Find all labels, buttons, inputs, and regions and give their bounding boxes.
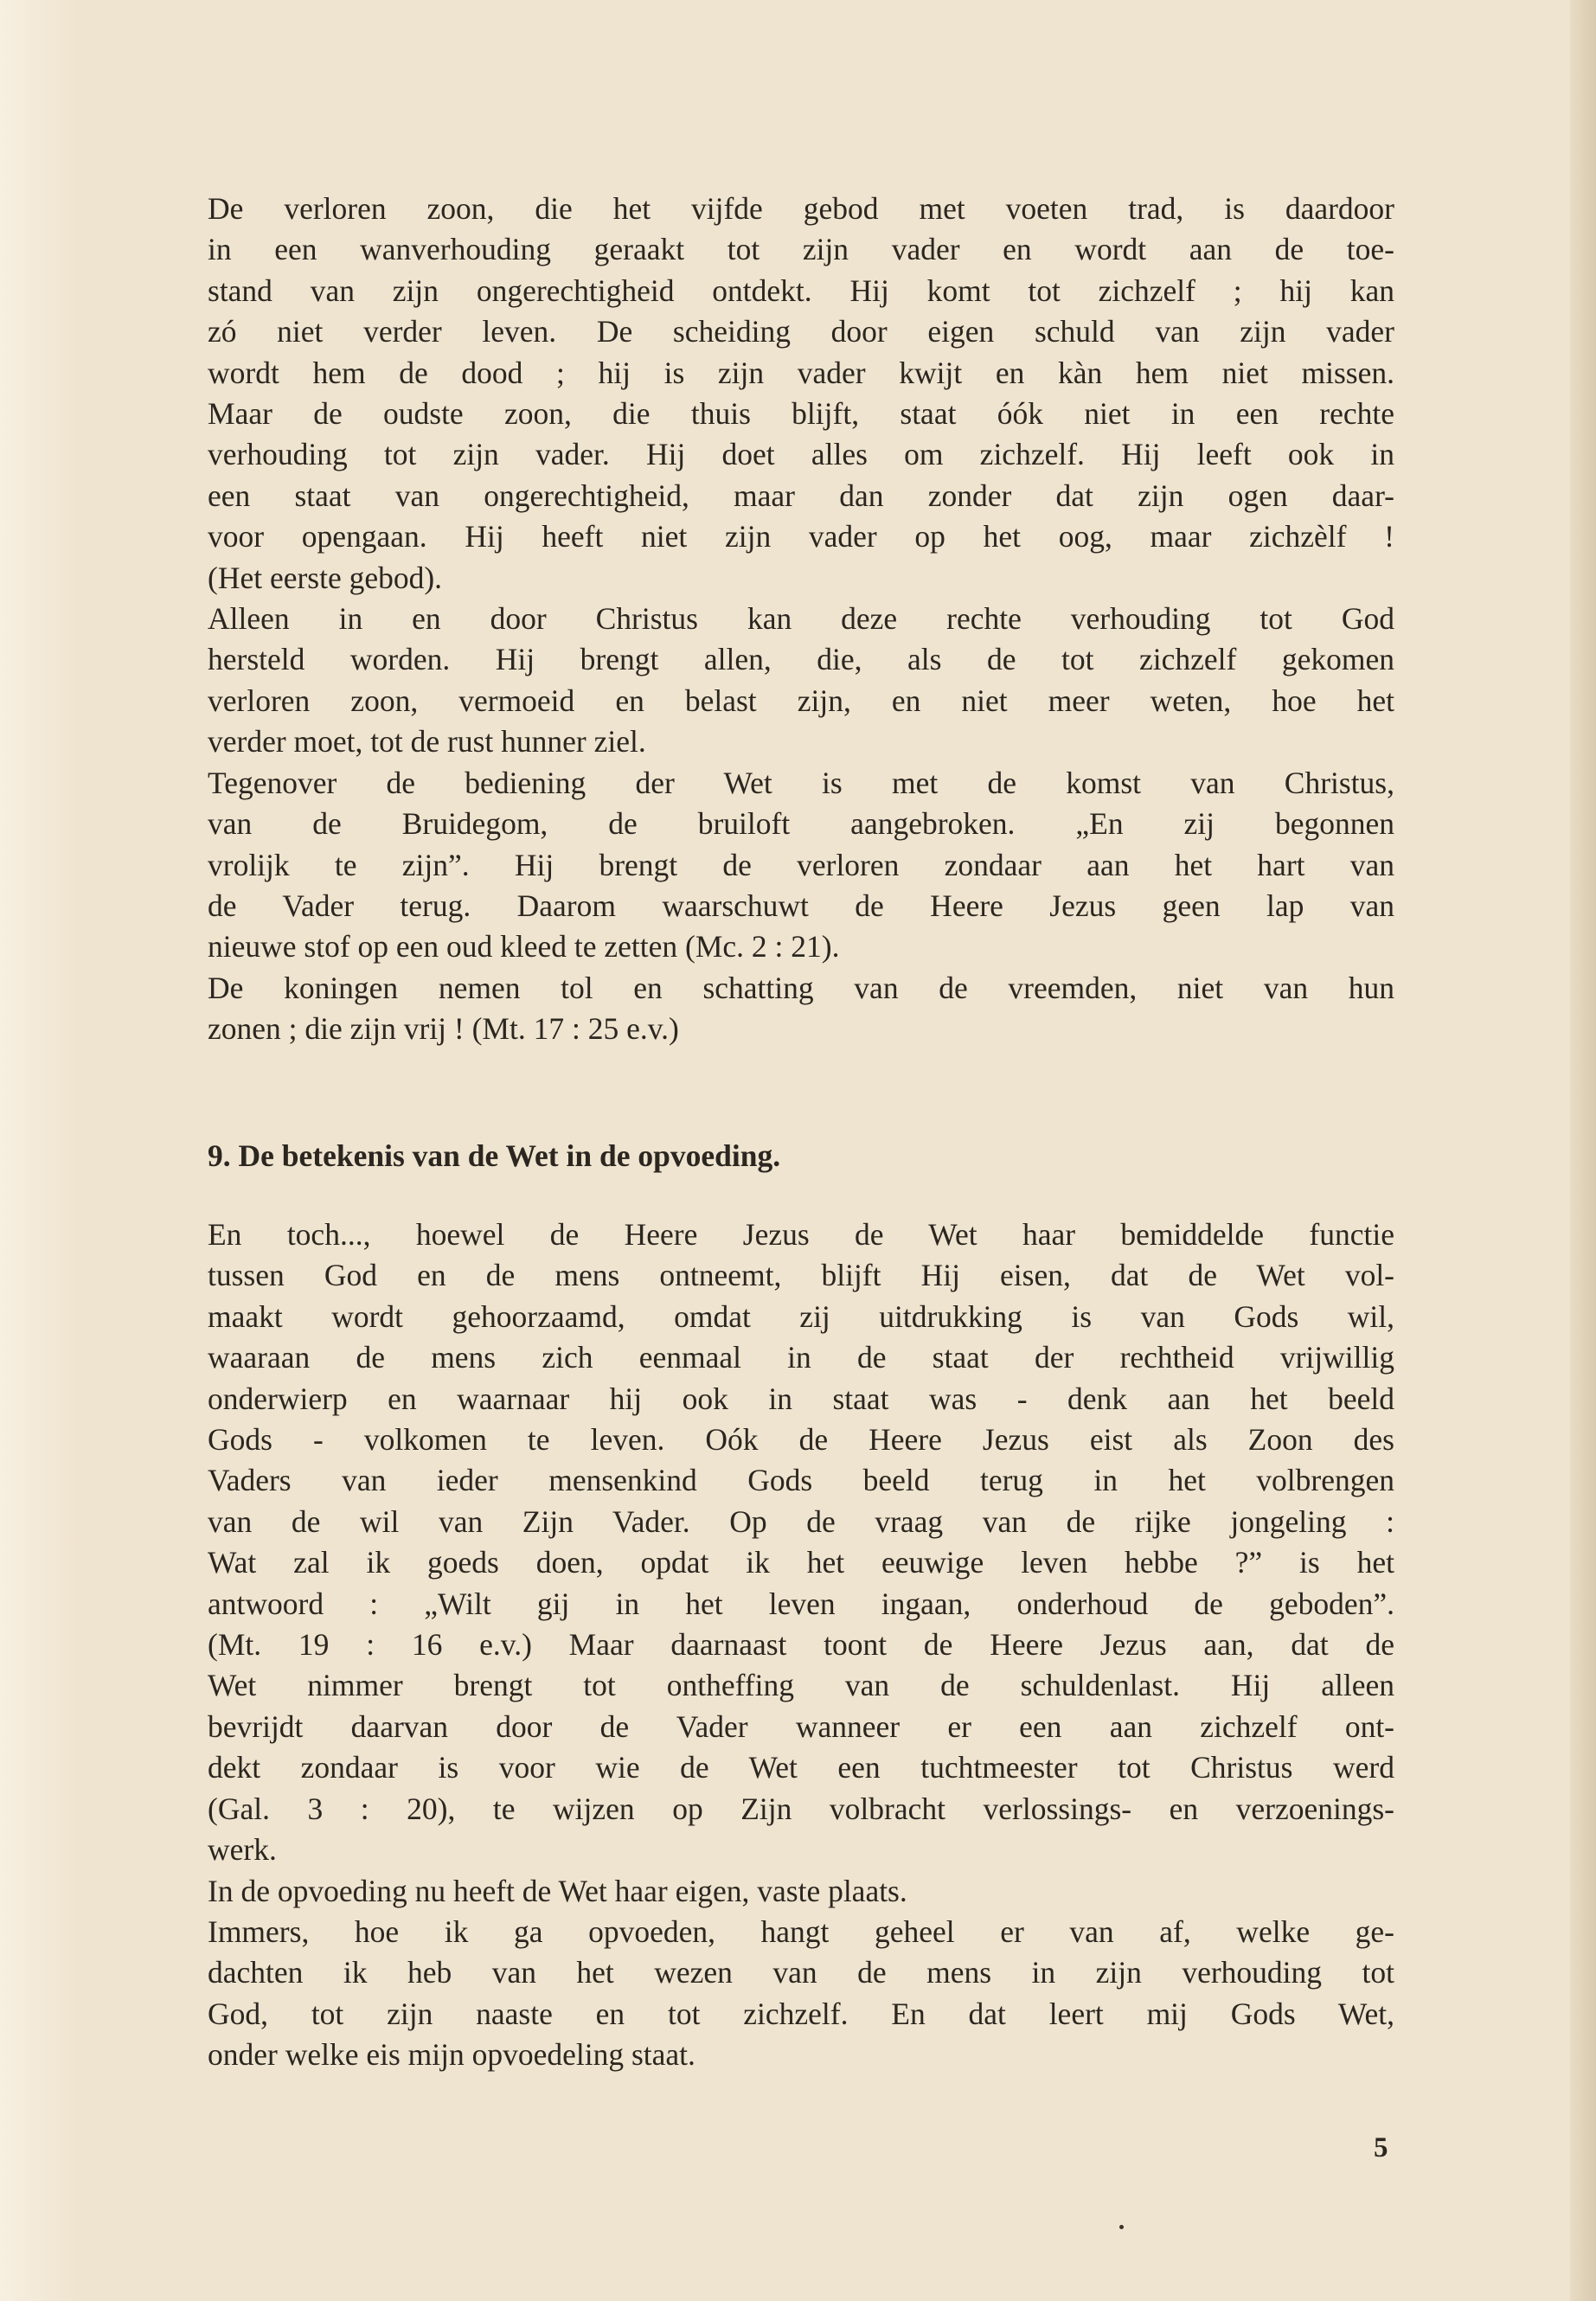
text-line: nieuwe stof op een oud kleed te zetten (Mc. 2 : 21).	[208, 929, 840, 965]
text-line: voor opengaan. Hij heeft niet zijn vader op het oog, maar zichzèlf !	[208, 519, 1394, 554]
paragraph	[208, 763, 1394, 968]
text-line: bevrijdt daarvan door de Vader wanneer er een aan zichzelf ont-	[208, 1708, 1394, 1744]
text-line: waaraan de mens zich eenmaal in de staat der rechtheid vrijwillig	[208, 1340, 1394, 1375]
text-line: in een wanverhouding geraakt tot zijn vader en wordt aan de toe-	[208, 232, 1394, 267]
body-text-section-2	[208, 1215, 1394, 2076]
text-line: wordt hem de dood ; hij is zijn vader kwijt en kàn hem niet missen.	[208, 355, 1394, 390]
text-line: van de wil van Zijn Vader. Op de vraag van de rijke jongeling :	[208, 1503, 1394, 1539]
text-line: Wat zal ik goeds doen, opdat ik het eeuwige leven hebbe ?” is het	[208, 1545, 1394, 1580]
text-line: stand van zijn ongerechtigheid ontdekt. Hij komt tot zichzelf ; hij kan	[208, 272, 1394, 308]
text-line: zó niet verder leven. De scheiding door eigen schuld van zijn vader	[208, 314, 1394, 349]
paragraph	[208, 1215, 1394, 1871]
text-line: vrolijk te zijn”. Hij brengt de verloren zondaar aan het hart van	[208, 847, 1394, 882]
text-line: werk.	[208, 1832, 277, 1868]
paragraph	[208, 189, 1394, 599]
page-right-edge-shadow	[1570, 0, 1596, 2301]
text-line: verhouding tot zijn vader. Hij doet alles om zichzelf. Hij leeft ook in	[208, 437, 1394, 472]
text-line: tussen God en de mens ontneemt, blijft Hij eisen, dat de Wet vol-	[208, 1258, 1394, 1293]
text-line: verder moet, tot de rust hunner ziel.	[208, 724, 646, 760]
text-line: Tegenover de bediening der Wet is met de komst van Christus,	[208, 765, 1394, 800]
text-line: maakt wordt gehoorzaamd, omdat zij uitdrukking is van Gods wil,	[208, 1298, 1394, 1334]
text-line: onderwierp en waarnaar hij ook in staat was - denk aan het beeld	[208, 1381, 1394, 1416]
text-line: (Gal. 3 : 20), te wijzen op Zijn volbracht verlossings- en verzoenings-	[208, 1791, 1394, 1826]
text-line: onder welke eis mijn opvoedeling staat.	[208, 2037, 695, 2073]
text-line: De koningen nemen tol en schatting van de vreemden, niet van hun	[208, 970, 1394, 1005]
body-text-section-1	[208, 189, 1394, 1050]
page-number: 5	[1374, 2132, 1388, 2163]
paragraph	[208, 1871, 1394, 1912]
text-line: Immers, hoe ik ga opvoeden, hangt geheel er van af, welke ge-	[208, 1913, 1394, 1949]
section-heading: 9. De betekenis van de Wet in de opvoeding.	[208, 1138, 781, 1173]
text-line: een staat van ongerechtigheid, maar dan zonder dat zijn ogen daar-	[208, 478, 1394, 513]
text-line: Wet nimmer brengt tot ontheffing van de schuldenlast. Hij alleen	[208, 1668, 1394, 1703]
text-line: verloren zoon, vermoeid en belast zijn, en niet meer weten, hoe het	[208, 683, 1394, 718]
text-line: Vaders van ieder mensenkind Gods beeld terug in het volbrengen	[208, 1463, 1394, 1498]
text-line: Maar de oudste zoon, die thuis blijft, staat óók niet in een rechte	[208, 396, 1394, 432]
text-line: Gods - volkomen te leven. Oók de Heere Jezus eist als Zoon des	[208, 1422, 1394, 1458]
text-line: De verloren zoon, die het vijfde gebod met voeten trad, is daardoor	[208, 191, 1394, 226]
text-line: (Het eerste gebod).	[208, 560, 443, 595]
paragraph	[208, 599, 1394, 763]
paragraph	[208, 968, 1394, 1050]
text-line: de Vader terug. Daarom waarschuwt de Heere Jezus geen lap van	[208, 888, 1394, 923]
paper-speck	[1119, 2225, 1124, 2229]
text-line: hersteld worden. Hij brengt allen, die, als de tot zichzelf gekomen	[208, 642, 1394, 677]
text-line: dachten ik heb van het wezen van de mens in zijn verhouding tot	[208, 1955, 1394, 1990]
text-line: In de opvoeding nu heeft de Wet haar eigen, vaste plaats.	[208, 1873, 907, 1908]
text-line: van de Bruidegom, de bruiloft aangebroken. „En zij begonnen	[208, 806, 1394, 842]
text-line: En toch..., hoewel de Heere Jezus de Wet haar bemiddelde functie	[208, 1217, 1394, 1252]
page-left-margin-shade	[0, 0, 80, 2301]
text-line: dekt zondaar is voor wie de Wet een tuchtmeester tot Christus werd	[208, 1750, 1394, 1785]
text-line: antwoord : „Wilt gij in het leven ingaan, onderhoud de geboden”.	[208, 1586, 1394, 1621]
text-line: God, tot zijn naaste en tot zichzelf. En dat leert mij Gods Wet,	[208, 1996, 1394, 2031]
text-line: Alleen in en door Christus kan deze rechte verhouding tot God	[208, 601, 1394, 637]
text-line: zonen ; die zijn vrij ! (Mt. 17 : 25 e.v.)	[208, 1011, 679, 1047]
paragraph	[208, 1912, 1394, 2076]
text-line: (Mt. 19 : 16 e.v.) Maar daarnaast toont de Heere Jezus aan, dat de	[208, 1627, 1394, 1663]
